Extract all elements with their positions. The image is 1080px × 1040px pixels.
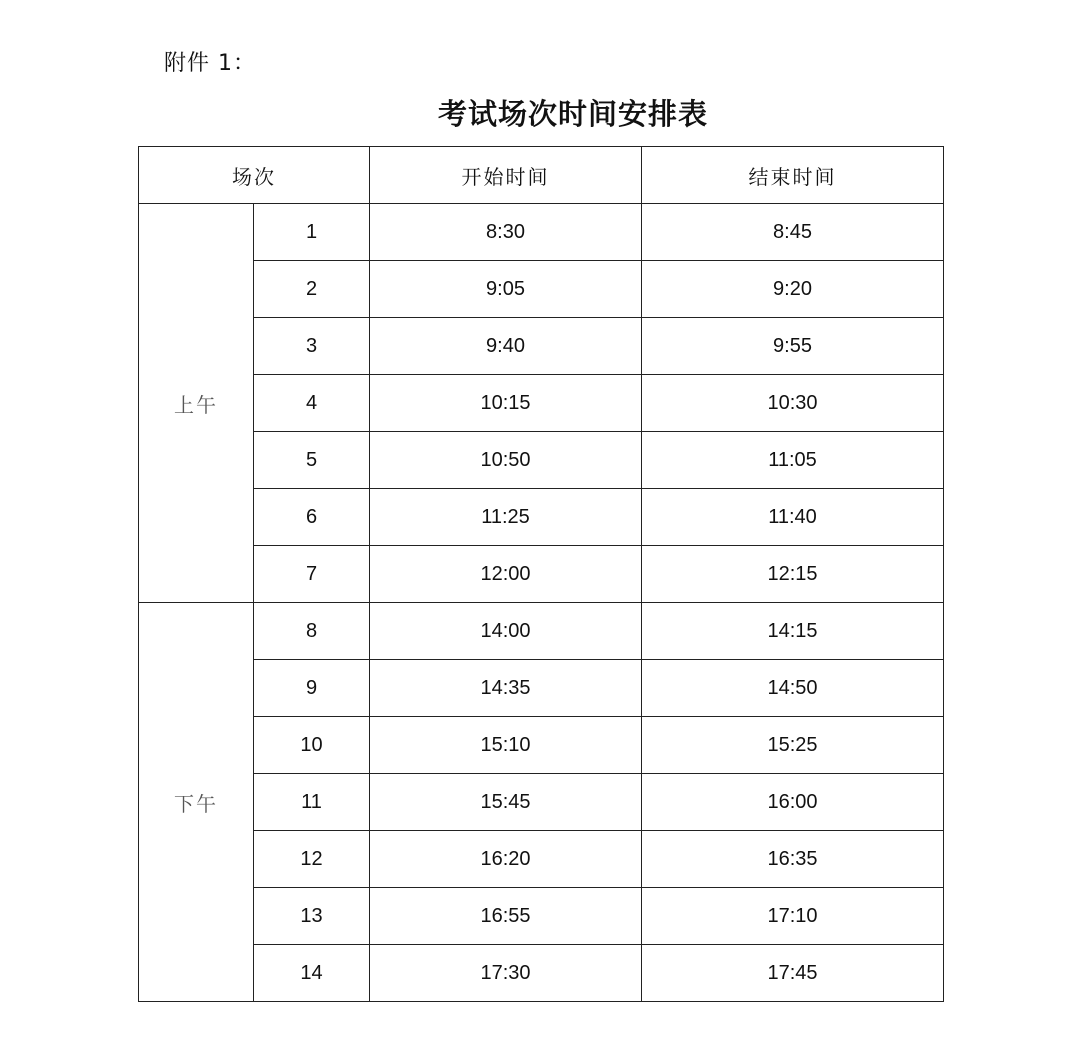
end-time: 14:15	[642, 603, 944, 660]
table-row	[139, 717, 944, 774]
start-time: 14:00	[370, 603, 642, 660]
session-number: 12	[254, 831, 370, 888]
table-row	[139, 831, 944, 888]
table-row	[139, 660, 944, 717]
start-time: 8:30	[370, 204, 642, 261]
table-header-row	[139, 147, 944, 204]
table-row	[139, 603, 944, 660]
end-time: 17:10	[642, 888, 944, 945]
schedule-table	[138, 146, 944, 1002]
end-time: 10:30	[642, 375, 944, 432]
start-time: 15:10	[370, 717, 642, 774]
header-end-time: 结束时间	[642, 147, 944, 204]
session-number: 1	[254, 204, 370, 261]
session-number: 14	[254, 945, 370, 1002]
table-row	[139, 432, 944, 489]
session-number: 10	[254, 717, 370, 774]
start-time: 11:25	[370, 489, 642, 546]
start-time: 10:15	[370, 375, 642, 432]
session-number: 13	[254, 888, 370, 945]
end-time: 14:50	[642, 660, 944, 717]
start-time: 16:55	[370, 888, 642, 945]
end-time: 11:05	[642, 432, 944, 489]
header-start-time: 开始时间	[370, 147, 642, 204]
period-afternoon: 下午	[139, 603, 254, 1002]
table-row	[139, 261, 944, 318]
session-number: 6	[254, 489, 370, 546]
start-time: 12:00	[370, 546, 642, 603]
start-time: 10:50	[370, 432, 642, 489]
session-number: 5	[254, 432, 370, 489]
end-time: 9:20	[642, 261, 944, 318]
end-time: 8:45	[642, 204, 944, 261]
start-time: 9:05	[370, 261, 642, 318]
session-number: 11	[254, 774, 370, 831]
table-row	[139, 774, 944, 831]
end-time: 11:40	[642, 489, 944, 546]
start-time: 9:40	[370, 318, 642, 375]
table-row	[139, 318, 944, 375]
end-time: 17:45	[642, 945, 944, 1002]
session-number: 2	[254, 261, 370, 318]
end-time: 15:25	[642, 717, 944, 774]
table-row	[139, 489, 944, 546]
document-title: 考试场次时间安排表	[437, 97, 708, 131]
session-number: 8	[254, 603, 370, 660]
header-session: 场次	[139, 147, 370, 204]
start-time: 16:20	[370, 831, 642, 888]
table-row	[139, 375, 944, 432]
session-number: 4	[254, 375, 370, 432]
start-time: 14:35	[370, 660, 642, 717]
session-number: 3	[254, 318, 370, 375]
end-time: 16:35	[642, 831, 944, 888]
end-time: 12:15	[642, 546, 944, 603]
start-time: 15:45	[370, 774, 642, 831]
period-morning: 上午	[139, 204, 254, 603]
table-row	[139, 204, 944, 261]
session-number: 9	[254, 660, 370, 717]
table-row	[139, 888, 944, 945]
end-time: 16:00	[642, 774, 944, 831]
table-row	[139, 945, 944, 1002]
table-row	[139, 546, 944, 603]
end-time: 9:55	[642, 318, 944, 375]
session-number: 7	[254, 546, 370, 603]
start-time: 17:30	[370, 945, 642, 1002]
attachment-label: 附件 1：	[164, 51, 256, 76]
